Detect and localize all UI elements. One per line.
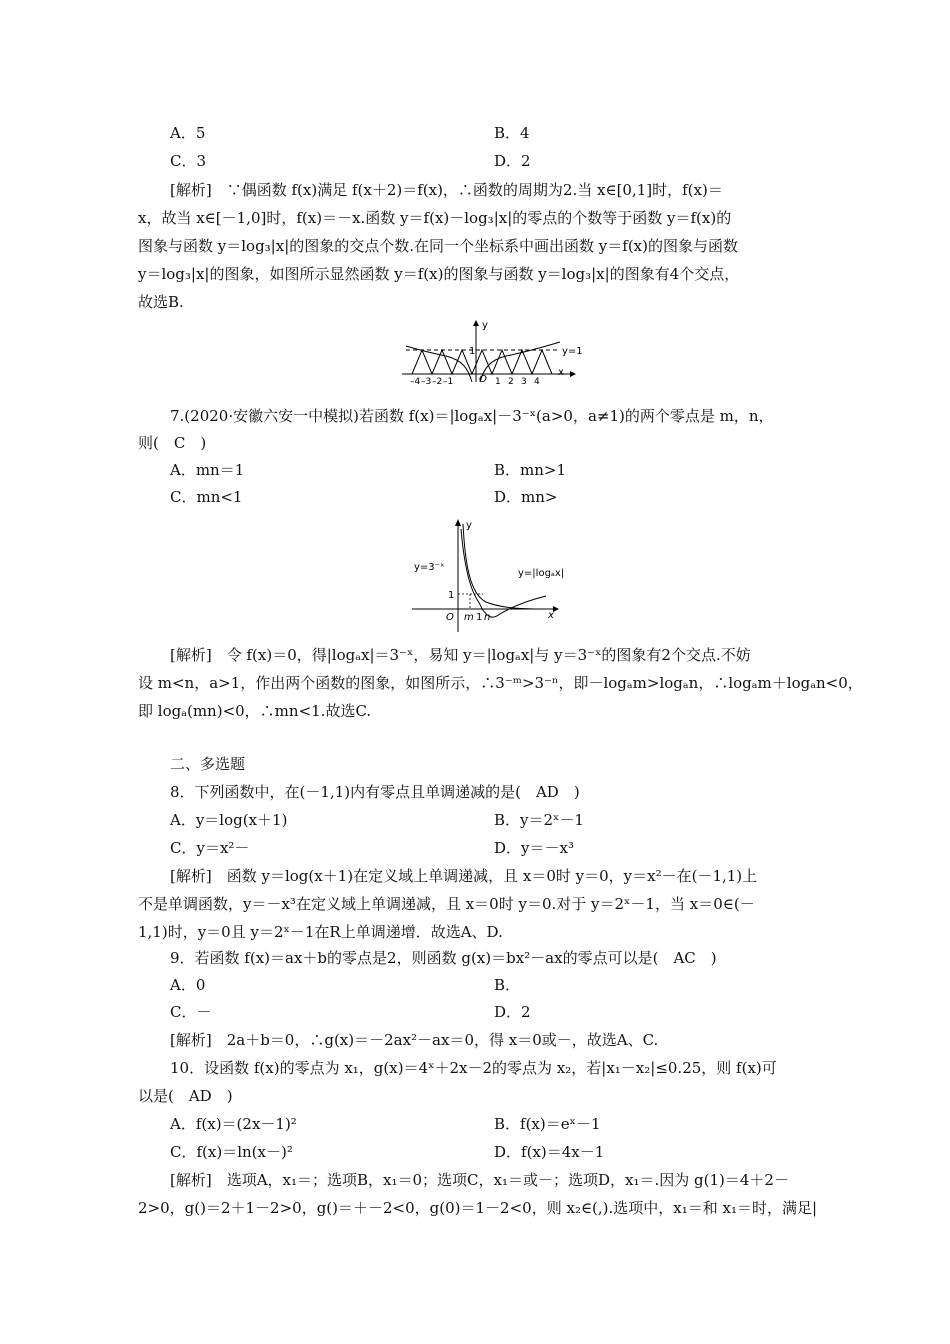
q7-solution-line: 设 m<n，a>1，作出两个函数的图象，如图所示，∴3⁻ᵐ>3⁻ⁿ，即－logₐm>logₐn，∴logₐm＋logₐn<0， [138, 674, 863, 692]
q7-figure-n-label: n [484, 612, 491, 623]
q6-figure-tick-label: 3 [521, 377, 527, 384]
q6-option-c: C．3 [170, 152, 207, 170]
q7-figure-one-x-label: 1 [476, 612, 483, 623]
q6-option-a: A．5 [170, 124, 206, 142]
q9-option-a: A．0 [170, 976, 206, 994]
q7-figure-curve1-label: y=3⁻ˣ [414, 562, 445, 573]
q10-solution-line: 2>0，g()＝2＋1－2>0，g()＝＋－2<0，g(0)＝1－2<0，则 x₂∈(,).选项中，x₁＝和 x₁＝时，满足| [138, 1199, 818, 1217]
q8-solution-line: [解析] 函数 y＝log(x＋1)在定义域上单调递减，且 x＝0时 y＝0，y＝x²－在(－1,1)上 [170, 867, 758, 885]
q8-stem: 8．下列函数中，在(－1,1)内有零点且单调递减的是( AD ) [170, 783, 580, 801]
q6-figure-y-label: y [482, 320, 488, 331]
q7-solution-line: [解析] 令 f(x)＝0，得|logₐx|＝3⁻ˣ，易知 y＝|logₐx|与 y＝3⁻ˣ的图象有2个交点.不妨 [170, 646, 751, 664]
q10-option-b: B．f(x)＝eˣ－1 [494, 1115, 601, 1133]
q7-option-a: A．mn＝1 [170, 461, 245, 479]
q7-option-b: B．mn>1 [494, 461, 567, 479]
q8-option-c: C．y＝x²－ [170, 839, 250, 857]
section-title: 二、多选题 [170, 755, 246, 773]
q6-figure-tick-label: –2 [432, 377, 443, 384]
q6-figure-tick-label: 2 [508, 377, 514, 384]
q7-figure-one-label: 1 [448, 590, 455, 601]
q6-figure-origin-label: O [479, 374, 487, 384]
q7-figure-x-label: x [548, 610, 554, 621]
q6-figure-tick-label: –4 [410, 377, 421, 384]
q6-figure-tick-label: –3 [421, 377, 432, 384]
q6-solution-line: [解析] ∵偶函数 f(x)满足 f(x＋2)＝f(x)，∴函数的周期为2.当 x∈[0,1]时，f(x)＝ [170, 181, 723, 199]
q9-solution: [解析] 2a＋b＝0，∴g(x)＝－2ax²－ax＝0，得 x＝0或－，故选A、C. [170, 1031, 659, 1049]
q7-figure [408, 514, 568, 634]
q6-figure-one-label: 1 [469, 346, 476, 357]
q6-figure-tick-label: 1 [495, 377, 501, 384]
q6-option-b: B．4 [494, 124, 530, 142]
q8-solution-line: 1,1)时，y＝0且 y＝2ˣ－1在R上单调递增．故选A、D. [138, 923, 503, 941]
q7-figure-m-label: m [464, 612, 474, 623]
q10-stem-line: 10．设函数 f(x)的零点为 x₁，g(x)＝4ˣ＋2x－2的零点为 x₂，若|x₁－x₂|≤0.25，则 f(x)可 [170, 1059, 777, 1077]
q7-figure-y-label: y [466, 520, 472, 531]
q10-stem-line: 以是( AD ) [138, 1087, 233, 1105]
q7-solution-line: 即 logₐ(mn)<0，∴mn<1.故选C. [138, 702, 372, 720]
q9-stem: 9．若函数 f(x)＝ax＋b的零点是2，则函数 g(x)＝bx²－ax的零点可以是( AC ) [170, 949, 717, 967]
q6-figure-tick-label: –1 [443, 377, 454, 384]
q10-option-a: A．f(x)＝(2x－1)² [170, 1115, 297, 1133]
q10-option-d: D．f(x)＝4x－1 [494, 1143, 605, 1161]
q7-figure-origin-label: O [446, 612, 454, 623]
q7-figure-curve2-label: y=|logₐx| [518, 568, 565, 579]
q6-figure-line-label: y=1 [562, 346, 583, 357]
q6-solution-line: 图象与函数 y＝log₃|x|的图象的交点个数.在同一个坐标系中画出函数 y＝f(x)的图象与函数 [138, 237, 738, 255]
q6-figure-x-label: x [558, 367, 564, 378]
q7-option-c: C．mn<1 [170, 488, 243, 506]
q6-option-d: D．2 [494, 152, 531, 170]
q9-option-d: D．2 [494, 1003, 531, 1021]
q8-solution-line: 不是单调函数，y＝－x³在定义域上单调递减，且 x＝0时 y＝0.对于 y＝2ˣ－1，当 x＝0∈(－ [138, 895, 755, 913]
q6-figure-tick-label: 4 [534, 377, 540, 384]
q6-solution-line: x，故当 x∈[－1,0]时，f(x)＝－x.函数 y＝f(x)－log₃|x|的零点的个数等于函数 y＝f(x)的 [138, 209, 732, 227]
q10-solution-line: [解析] 选项A，x₁＝；选项B，x₁＝0；选项C，x₁＝或－；选项D，x₁＝.因为 g(1)＝4＋2－ [170, 1171, 789, 1189]
q8-option-a: A．y＝log(x＋1) [170, 811, 288, 829]
q9-option-b: B． [494, 976, 521, 994]
q7-option-d: D．mn> [494, 488, 558, 506]
q6-figure [400, 318, 590, 384]
q10-option-c: C．f(x)＝ln(x－)² [170, 1143, 293, 1161]
q7-stem-line: 7.(2020·安徽六安一中模拟)若函数 f(x)＝|logₐx|－3⁻ˣ(a>0，a≠1)的两个零点是 m，n， [170, 407, 774, 425]
q7-stem-line: 则( C ) [138, 434, 207, 452]
q8-option-b: B．y＝2ˣ－1 [494, 811, 584, 829]
q6-solution-line: y＝log₃|x|的图象，如图所示显然函数 y＝f(x)的图象与函数 y＝log₃|x|的图象有4个交点， [138, 265, 740, 283]
q9-option-c: C．－ [170, 1003, 212, 1021]
q6-solution-line: 故选B. [138, 293, 184, 311]
q8-option-d: D．y＝－x³ [494, 839, 574, 857]
